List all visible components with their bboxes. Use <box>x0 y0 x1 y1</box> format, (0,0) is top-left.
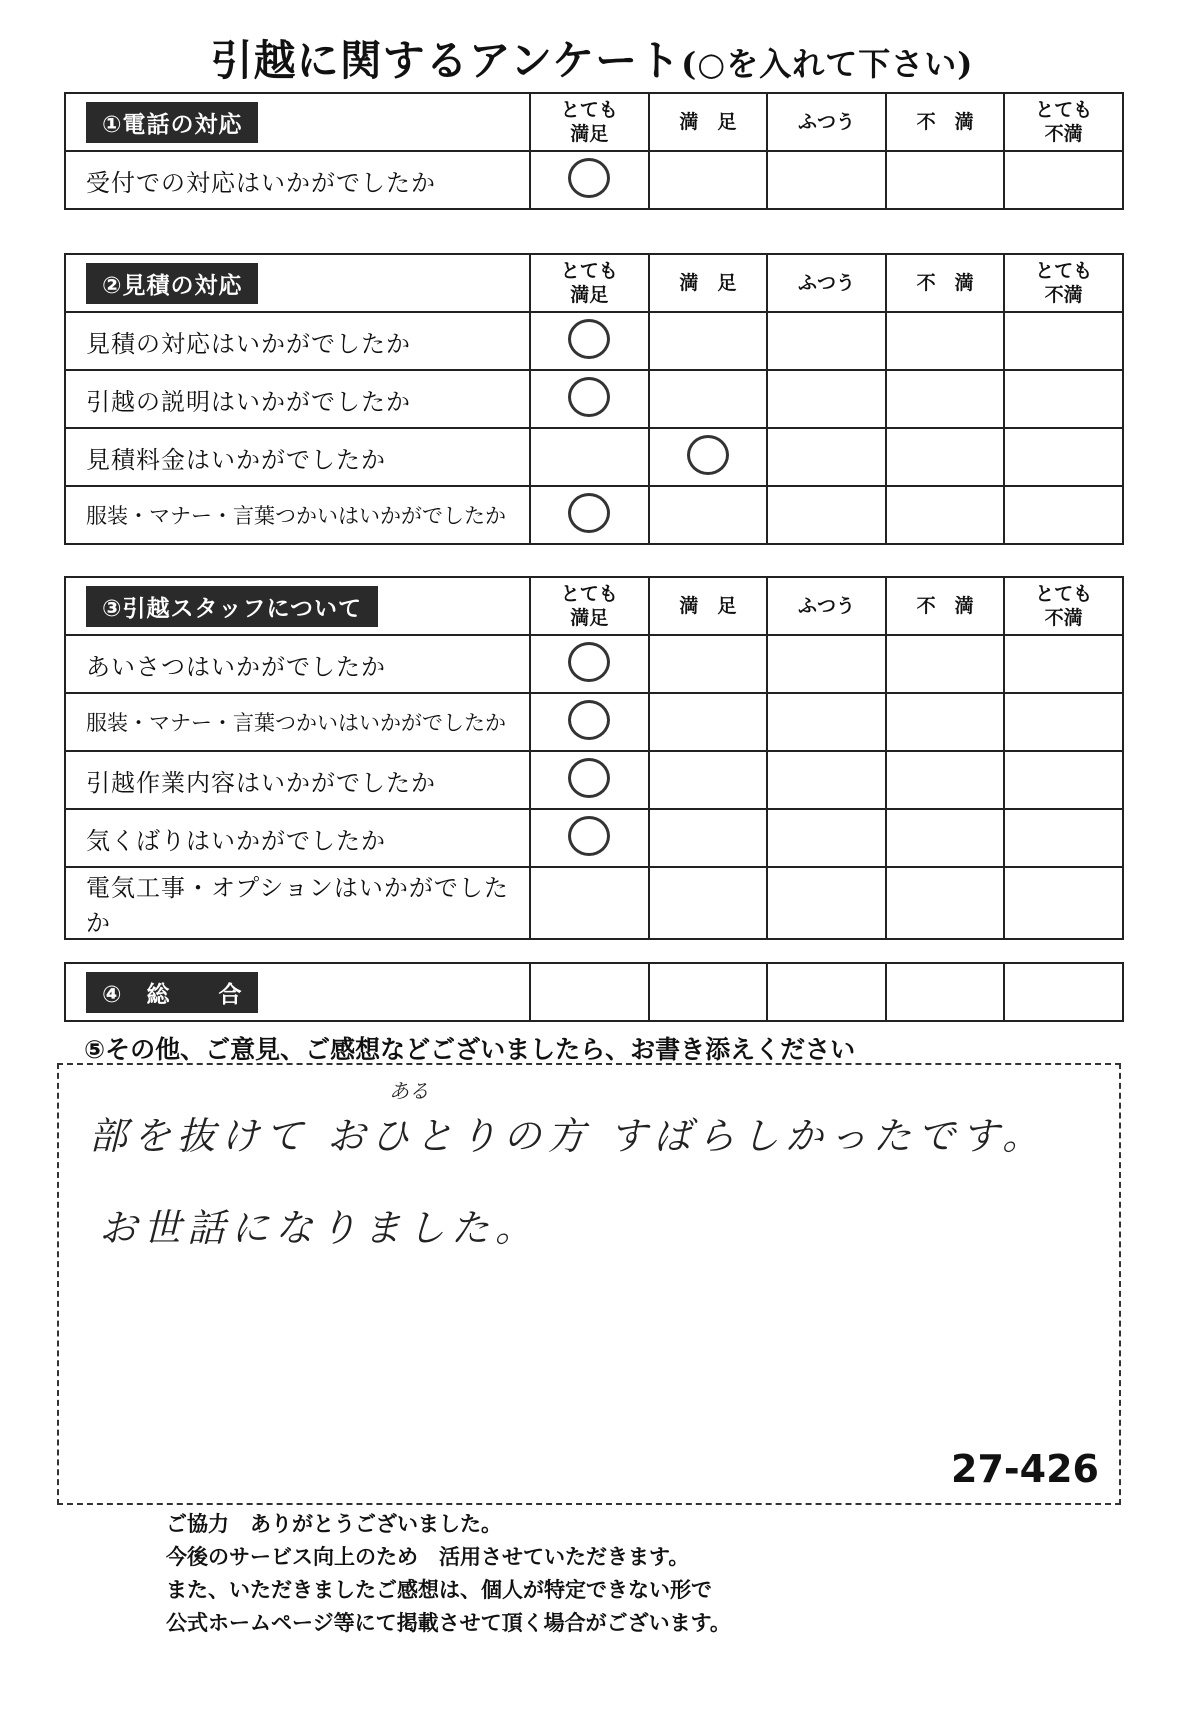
rating-cell[interactable] <box>1004 486 1123 544</box>
question-row <box>65 151 1123 209</box>
column-header: とても 満足 <box>530 577 649 635</box>
question-text: 受付での対応はいかがでしたか <box>65 151 530 209</box>
rating-cell[interactable] <box>530 151 649 209</box>
page-title <box>0 28 1184 88</box>
question-text: 気くばりはいかがでしたか <box>65 809 530 867</box>
rating-cell[interactable] <box>767 635 886 693</box>
section-header-cell <box>65 577 530 635</box>
rating-cell[interactable] <box>767 486 886 544</box>
overall-rating-cell[interactable] <box>886 963 1005 1021</box>
question-text: 引越作業内容はいかがでしたか <box>65 751 530 809</box>
section-header: ④ 総 合 <box>86 972 258 1013</box>
rating-cell[interactable] <box>530 312 649 370</box>
overall-rating-cell[interactable] <box>649 963 768 1021</box>
question-row <box>65 370 1123 428</box>
question-text: 服装・マナー・言葉つかいはいかがでしたか <box>65 486 530 544</box>
column-header: とても 満足 <box>530 254 649 312</box>
section-header-cell <box>65 963 530 1021</box>
rating-cell[interactable] <box>649 486 768 544</box>
rating-cell[interactable] <box>530 693 649 751</box>
selected-circle-mark <box>568 493 610 533</box>
rating-cell[interactable] <box>886 486 1005 544</box>
rating-cell[interactable] <box>767 370 886 428</box>
rating-cell[interactable] <box>886 151 1005 209</box>
section-header-row <box>65 254 1123 312</box>
rating-cell[interactable] <box>530 751 649 809</box>
rating-cell[interactable] <box>886 370 1005 428</box>
section-header-row <box>65 93 1123 151</box>
rating-cell[interactable] <box>1004 370 1123 428</box>
section-header-cell <box>65 93 530 151</box>
other-comments-label: ⑤その他、ご意見、ご感想などございましたら、お書き添えください <box>84 1035 856 1064</box>
rating-cell[interactable] <box>886 312 1005 370</box>
rating-cell[interactable] <box>767 809 886 867</box>
rating-cell[interactable] <box>649 751 768 809</box>
rating-cell[interactable] <box>530 370 649 428</box>
rating-cell[interactable] <box>530 635 649 693</box>
title-main: 引越に関するアンケート <box>210 36 682 85</box>
section-header-row <box>65 577 1123 635</box>
footer-notes <box>166 1508 731 1640</box>
rating-cell[interactable] <box>649 867 768 939</box>
rating-cell[interactable] <box>886 809 1005 867</box>
rating-cell[interactable] <box>886 635 1005 693</box>
selected-circle-mark <box>568 642 610 682</box>
rating-cell[interactable] <box>530 809 649 867</box>
selected-circle-mark <box>568 816 610 856</box>
rating-cell[interactable] <box>530 428 649 486</box>
rating-cell[interactable] <box>1004 867 1123 939</box>
section-header: ①電話の対応 <box>86 102 258 143</box>
section-phone <box>64 92 1124 210</box>
column-header: ふつう <box>767 93 886 151</box>
footer-line: 今後のサービス向上のため 活用させていただきます。 <box>166 1545 690 1569</box>
question-row <box>65 486 1123 544</box>
selected-circle-mark <box>568 700 610 740</box>
column-header: ふつう <box>767 577 886 635</box>
reference-number: 27-426 <box>951 1447 1099 1491</box>
overall-rating-cell[interactable] <box>767 963 886 1021</box>
section-estimate <box>64 253 1124 545</box>
selected-circle-mark <box>568 377 610 417</box>
rating-cell[interactable] <box>1004 428 1123 486</box>
rating-cell[interactable] <box>767 751 886 809</box>
rating-cell[interactable] <box>767 428 886 486</box>
comment-line-2: お世話になりました。 <box>99 1206 540 1250</box>
section-header-cell <box>65 254 530 312</box>
comment-box[interactable] <box>57 1063 1121 1505</box>
rating-cell[interactable] <box>1004 312 1123 370</box>
column-header: とても 不満 <box>1004 577 1123 635</box>
question-row <box>65 751 1123 809</box>
question-text: あいさつはいかがでしたか <box>65 635 530 693</box>
column-header: 不 満 <box>886 254 1005 312</box>
column-header: 不 満 <box>886 93 1005 151</box>
column-header: 満 足 <box>649 254 768 312</box>
rating-cell[interactable] <box>767 151 886 209</box>
rating-cell[interactable] <box>530 486 649 544</box>
footer-line: 公式ホームページ等にて掲載させて頂く場合がございます。 <box>166 1611 731 1635</box>
rating-cell[interactable] <box>886 428 1005 486</box>
rating-cell[interactable] <box>886 693 1005 751</box>
rating-cell[interactable] <box>649 151 768 209</box>
footer-line: ご協力 ありがとうございました。 <box>166 1512 502 1536</box>
rating-cell[interactable] <box>1004 151 1123 209</box>
question-row <box>65 428 1123 486</box>
section-header-row <box>65 963 1123 1021</box>
question-row <box>65 693 1123 751</box>
rating-cell[interactable] <box>767 693 886 751</box>
footer-line: また、いただきましたご感想は、個人が特定できない形で <box>166 1578 712 1602</box>
column-header: とても 満足 <box>530 93 649 151</box>
question-row <box>65 635 1123 693</box>
rating-cell[interactable] <box>767 867 886 939</box>
column-header: とても 不満 <box>1004 93 1123 151</box>
question-text: 見積の対応はいかがでしたか <box>65 312 530 370</box>
rating-cell[interactable] <box>886 751 1005 809</box>
rating-cell[interactable] <box>649 312 768 370</box>
question-text: 電気工事・オプションはいかがでしたか <box>65 867 530 939</box>
rating-cell[interactable] <box>767 312 886 370</box>
column-header: 満 足 <box>649 93 768 151</box>
rating-cell[interactable] <box>530 867 649 939</box>
rating-cell[interactable] <box>1004 693 1123 751</box>
column-header: 満 足 <box>649 577 768 635</box>
rating-cell[interactable] <box>886 867 1005 939</box>
selected-circle-mark <box>568 758 610 798</box>
title-note: (○を入れて下さい) <box>681 45 974 83</box>
rating-cell[interactable] <box>649 428 768 486</box>
comment-line-1: 部を抜けて おひとりの方 すばらしかったです。 <box>89 1114 1047 1158</box>
rating-cell[interactable] <box>649 809 768 867</box>
rating-cell[interactable] <box>1004 809 1123 867</box>
overall-rating-cell[interactable] <box>1004 963 1123 1021</box>
selected-circle-mark <box>568 319 610 359</box>
section-staff <box>64 576 1124 940</box>
column-header: 不 満 <box>886 577 1005 635</box>
question-text: 引越の説明はいかがでしたか <box>65 370 530 428</box>
section-header: ③引越スタッフについて <box>86 586 378 627</box>
question-text: 見積料金はいかがでしたか <box>65 428 530 486</box>
column-header: とても 不満 <box>1004 254 1123 312</box>
overall-rating-cell[interactable] <box>530 963 649 1021</box>
rating-cell[interactable] <box>649 635 768 693</box>
rating-cell[interactable] <box>1004 751 1123 809</box>
question-row <box>65 312 1123 370</box>
rating-cell[interactable] <box>649 693 768 751</box>
section-overall <box>64 962 1124 1022</box>
rating-cell[interactable] <box>1004 635 1123 693</box>
comment-insert: ある <box>389 1079 429 1103</box>
selected-circle-mark <box>687 435 729 475</box>
question-text: 服装・マナー・言葉つかいはいかがでしたか <box>65 693 530 751</box>
question-row <box>65 809 1123 867</box>
column-header: ふつう <box>767 254 886 312</box>
selected-circle-mark <box>568 158 610 198</box>
section-header: ②見積の対応 <box>86 263 258 304</box>
question-row <box>65 867 1123 939</box>
rating-cell[interactable] <box>649 370 768 428</box>
